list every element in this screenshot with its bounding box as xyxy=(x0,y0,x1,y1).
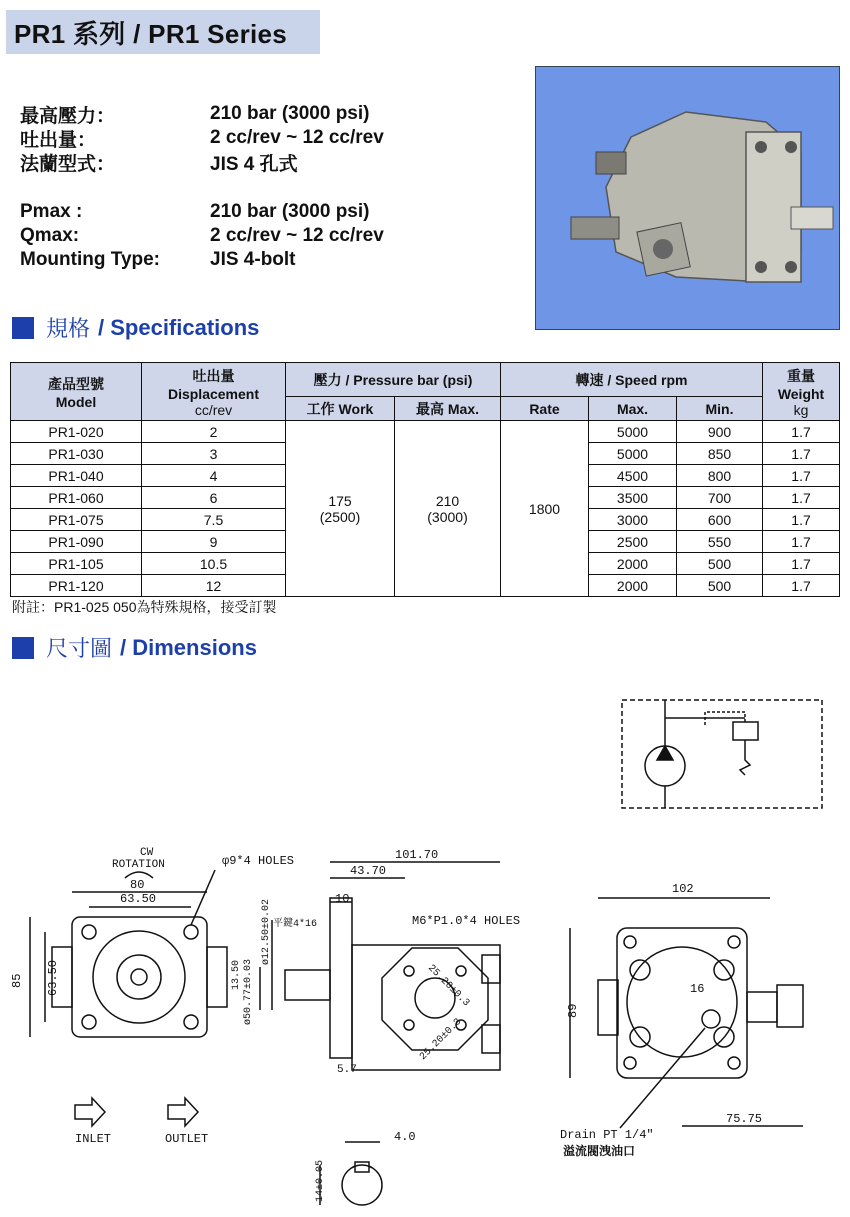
cell-speed-max: 3500 xyxy=(589,487,677,509)
dim-101-70: 101.70 xyxy=(395,848,439,862)
dim-25-20-a: 25.20±0.3 xyxy=(425,963,472,1010)
side-view xyxy=(260,862,500,1070)
m6-holes-label: M6*P1.0*4 HOLES xyxy=(412,914,521,928)
cell-displacement: 3 xyxy=(142,443,286,465)
work-value: 175 xyxy=(328,492,352,509)
cell-speed-max: 2000 xyxy=(589,553,677,575)
cell-model: PR1-030 xyxy=(11,443,142,465)
header-model xyxy=(11,363,142,421)
title-bar xyxy=(6,10,320,54)
header-disp-cn: 吐出量 xyxy=(192,367,235,384)
cell-weight: 1.7 xyxy=(763,575,840,597)
cell-weight: 1.7 xyxy=(763,421,840,443)
spec-row xyxy=(20,248,384,272)
dim-102: 102 xyxy=(672,882,694,896)
specs-cn xyxy=(20,102,384,174)
cell-displacement: 10.5 xyxy=(142,553,286,575)
cell-work-pressure xyxy=(286,421,395,597)
spec-row xyxy=(20,126,384,150)
cw-label: CW xyxy=(140,847,154,859)
dim-12-50: ø12.50±0.02 xyxy=(261,898,272,965)
spec-label: 法蘭型式： xyxy=(20,153,116,175)
max-psi: (3000) xyxy=(427,508,468,525)
drain-label-cn: 溢流閥洩油口 xyxy=(563,1145,636,1159)
work-psi: (2500) xyxy=(319,508,361,525)
key-label: 平鍵4*16 xyxy=(273,919,318,930)
header-pressure: 壓力 / Pressure bar (psi) xyxy=(286,363,501,397)
header-model-cn: 產品型號 xyxy=(48,375,104,392)
header-rate: Rate xyxy=(501,397,589,421)
hydraulic-symbol xyxy=(622,700,822,808)
inlet-label: INLET xyxy=(75,1132,112,1146)
specifications-table xyxy=(10,362,840,597)
cell-speed-max: 2000 xyxy=(589,575,677,597)
specs-en xyxy=(20,200,384,272)
dim-10: 10 xyxy=(335,892,350,906)
cell-speed-min: 850 xyxy=(677,443,763,465)
header-speed-max: Max. xyxy=(589,397,677,421)
page-title: PR1 系列 / PR1 Series xyxy=(14,18,288,49)
dim-85: 85 xyxy=(10,973,24,988)
section-title-en: / Dimensions xyxy=(120,634,257,660)
header-weight xyxy=(763,363,840,421)
cell-speed-min: 550 xyxy=(677,531,763,553)
dim-63-50: 63.50 xyxy=(120,892,157,906)
cell-model: PR1-020 xyxy=(11,421,142,443)
max-value: 210 xyxy=(435,492,460,509)
dim-75-75: 75.75 xyxy=(726,1112,763,1126)
cell-speed-max: 5000 xyxy=(589,421,677,443)
rotation-label: ROTATION xyxy=(112,859,165,871)
cell-speed-min: 700 xyxy=(677,487,763,509)
cell-speed-max: 3000 xyxy=(589,509,677,531)
spec-label: Pmax : xyxy=(20,201,83,222)
spec-value: JIS 4-bolt xyxy=(210,249,296,270)
spec-label: 吐出量： xyxy=(20,129,97,151)
cell-weight: 1.7 xyxy=(763,531,840,553)
dim-14: 14±0.05 xyxy=(315,1159,326,1202)
spec-row xyxy=(20,102,384,126)
section-title-cn: 規格 xyxy=(46,316,91,341)
cell-model: PR1-075 xyxy=(11,509,142,531)
cell-speed-min: 800 xyxy=(677,465,763,487)
spec-value: 2 cc/rev ~ 12 cc/rev xyxy=(210,127,384,148)
cell-model: PR1-120 xyxy=(11,575,142,597)
header-max: 最高 Max. xyxy=(395,397,501,421)
spec-value: 210 bar (3000 psi) xyxy=(210,103,370,124)
header-model-en: Model xyxy=(55,393,97,410)
spec-label: Qmax: xyxy=(20,225,80,246)
header-disp-unit: cc/rev xyxy=(194,401,233,418)
pump-illustration xyxy=(536,67,839,329)
header-weight-unit: kg xyxy=(793,401,809,418)
product-photo xyxy=(535,66,840,330)
cell-speed-min: 500 xyxy=(677,575,763,597)
cell-displacement: 7.5 xyxy=(142,509,286,531)
header-work: 工作 Work xyxy=(286,397,395,421)
shaft-key-detail xyxy=(320,1142,382,1205)
section-dimensions xyxy=(12,632,257,663)
section-bullet-icon xyxy=(12,317,34,339)
cell-speed-min: 600 xyxy=(677,509,763,531)
dim-4-0: 4.0 xyxy=(394,1130,416,1144)
cell-speed-min: 900 xyxy=(677,421,763,443)
header-weight-cn: 重量 xyxy=(787,367,816,384)
dim-5-7: 5.7 xyxy=(337,1064,357,1076)
cell-displacement: 12 xyxy=(142,575,286,597)
cell-rate: 1800 xyxy=(501,421,589,597)
cell-model: PR1-105 xyxy=(11,553,142,575)
spec-row xyxy=(20,150,384,174)
cell-weight: 1.7 xyxy=(763,465,840,487)
inlet-outlet-arrows xyxy=(75,1098,198,1126)
section-bullet-icon xyxy=(12,637,34,659)
spec-value: 210 bar (3000 psi) xyxy=(210,201,370,222)
cell-displacement: 2 xyxy=(142,421,286,443)
cell-displacement: 4 xyxy=(142,465,286,487)
cell-speed-max: 5000 xyxy=(589,443,677,465)
cell-weight: 1.7 xyxy=(763,487,840,509)
dim-25-20-b: 25.20±0.3 xyxy=(418,1016,465,1063)
cell-displacement: 9 xyxy=(142,531,286,553)
header-weight-en: Weight xyxy=(777,385,825,402)
cell-speed-max: 4500 xyxy=(589,465,677,487)
section-specifications xyxy=(12,312,259,343)
outlet-label: OUTLET xyxy=(165,1132,209,1146)
section-title-cn: 尺寸圖 xyxy=(46,636,113,661)
cell-max-pressure xyxy=(395,421,501,597)
header-disp-en: Displacement xyxy=(167,385,260,402)
cell-model: PR1-060 xyxy=(11,487,142,509)
spec-value: 2 cc/rev ~ 12 cc/rev xyxy=(210,225,384,246)
section-title-en: / Specifications xyxy=(98,314,260,340)
header-speed-min: Min. xyxy=(677,397,763,421)
spec-label: Mounting Type: xyxy=(20,249,161,270)
spec-row xyxy=(20,224,384,248)
holes-label: φ9*4 HOLES xyxy=(222,854,295,868)
dim-13-50: 13.50 xyxy=(231,959,242,990)
cell-model: PR1-040 xyxy=(11,465,142,487)
dim-43-70: 43.70 xyxy=(350,864,387,878)
dim-80: 80 xyxy=(130,878,145,892)
spec-label: 最高壓力： xyxy=(20,105,116,127)
drain-label: Drain PT 1/4" xyxy=(560,1128,654,1142)
rear-view xyxy=(570,898,803,1128)
dim-63-50-v: 63.50 xyxy=(46,959,60,996)
table-row xyxy=(11,421,840,443)
cell-displacement: 6 xyxy=(142,487,286,509)
cell-weight: 1.7 xyxy=(763,443,840,465)
cell-weight: 1.7 xyxy=(763,553,840,575)
cell-weight: 1.7 xyxy=(763,509,840,531)
cell-speed-min: 500 xyxy=(677,553,763,575)
cell-speed-max: 2500 xyxy=(589,531,677,553)
header-displacement xyxy=(142,363,286,421)
footnote: 附註：PR1-025 050為特殊規格，接受訂製 xyxy=(12,599,277,615)
cell-model: PR1-090 xyxy=(11,531,142,553)
dim-89: 89 xyxy=(566,1003,580,1018)
spec-value: JIS 4 孔式 xyxy=(210,153,298,175)
dimension-drawings xyxy=(0,680,850,1217)
header-speed: 轉速 / Speed rpm xyxy=(501,363,763,397)
spec-row xyxy=(20,200,384,224)
dim-50-77: ø50.77±0.03 xyxy=(243,958,254,1025)
dim-16: 16 xyxy=(690,982,705,996)
